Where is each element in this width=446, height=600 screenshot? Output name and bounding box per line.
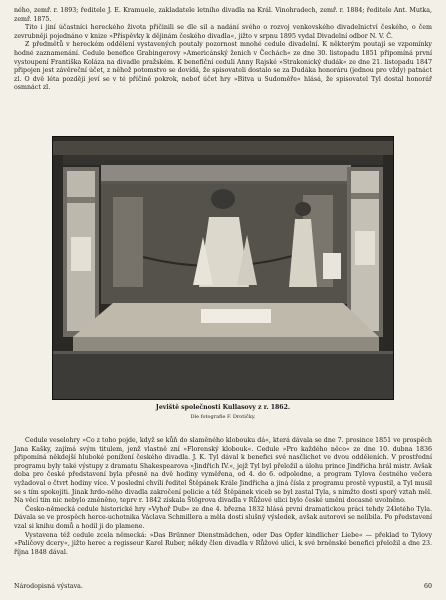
paragraph: Cedule veselohry »Co z toho pojde, když se kůň do slaměného klobouku dá«, která dávala se dne 7. prosince 1851 ve prospěch Jana Kašky, zajímá svým titulem, jenž vlastně zní »Florenský klobouk«. Cedule »Pro každého něco« ze dne 10. dubna 1836 připomíná někdejší hluboké ponížení českého divadla. J. K. Tyl dával k benefici své nasčlichet ve dvou odděleních. V prostřední programu byly také výstupy z dramatu Shakespearova »Jindřich IV.«, jejž Tyl byl přeložil a úlohu prince Jindřicha hrál mistr. Avšak doba pro české představení byla přesně na dvě hodiny vyměřena, od 4. do 6. odpoledne, a program Tylova čestného večera vyžadoval o čtvrt hodiny více. V poslední chvíli ředitel Štěpánek Krále Jindřicha a jiná čísla z programu prostě vypustil, a Tyl musil se s tím spokojiti. Jinak hrdo-ného divadla zakročení policie a též Štěpánek viceb se byl zastal Tyla, s nimžto dosti sporý vztah měl. Na věcí tím nic nebylo změněno, teprv r. 1842 získala Štögrova divadla v Růžové ulici bylo české uměni docasné uvolněno. — [14, 437, 432, 505]
lower-text-block — [14, 437, 432, 557]
stage-photograph — [52, 136, 394, 400]
paragraph: ného, zemř. r. 1893; ředitele J. E. Kramuele, zakladatele letního divadla na Král. Vinohradech, zemř. r. 1884; ředitele Ant. Mutka, zemř. 1875. — [14, 7, 432, 23]
figure-credit: Dle fotografie F. Drotičky. — [190, 414, 256, 420]
paragraph: Z předmětů v hereckém oddělení vystavených poutaly pozornost mnohé cedule divadelní. K některým poutají se vzpomínky hodné zaznamenání. Cedule benefice Grabingerovy »Americánský ženich v Čechách« ze dne 30. listopadu 1851 připomíná první vystoupení Františka Koláza na divadle pražském. K benefiční ceduli Anny Rajské »Strakonický dudák« ze dne 21. listopadu 1847 připojen jest závěreční účet, z něhož potomstvo se dovídá, že spisovateli dostalo se za Dudáka honoráru (jednou pro vždy) patnáct zl. O dvě léta později jeví se v té příčině pokrok, neboť účet hry »Bitva u Sudoměře« hlásá, že spisovatel Tyl dostal honorář osmnáct zl. — [14, 41, 432, 92]
paragraph: Česko-německá cedule historické hry »Vyhoř Dub« ze dne 4. března 1832 hlásá první dramatickou práci tehdy 24letého Tyla. Dávala se ve prospěch herce-uchotnika Václava Schmillera a měla dosti slušný výsledek, avšak autorovi se nelíbila. Po představení vzal si knihu domů a hodil ji do plamene. — [14, 505, 432, 530]
top-text-block — [14, 7, 432, 93]
footer-title: Národopisná výstava. — [14, 583, 83, 590]
figure-caption: Jeviště společnosti Kullasovy z r. 1862. — [155, 404, 291, 411]
paragraph: Tito i jiní účastníci hereckého života přičinili se dle sil a nadání svého o rozvoj venkovského divadelnictví českého, o čem zevrubněji pojednáno v knize »Příspěvky k dějinám českého divadla«, jižto v srpnu 1895 vydal Divadelní odbor N. V. Č. — [14, 24, 432, 40]
paragraph: Vystavena též cedule zcela německá: »Das Brünner Dienstmädchen, oder Das Opfer kindlicher Liebe« — překlad to Tylovy »Paličovy dcery«, jižto herec a regisseur Karel Ruber, někdy člen divadla v Růžové ulici, k své brněnské benefici přeložil a dne 23. října 1848 dával. — [14, 531, 432, 556]
page-number: 60 — [423, 583, 432, 590]
page-footer — [14, 583, 432, 590]
